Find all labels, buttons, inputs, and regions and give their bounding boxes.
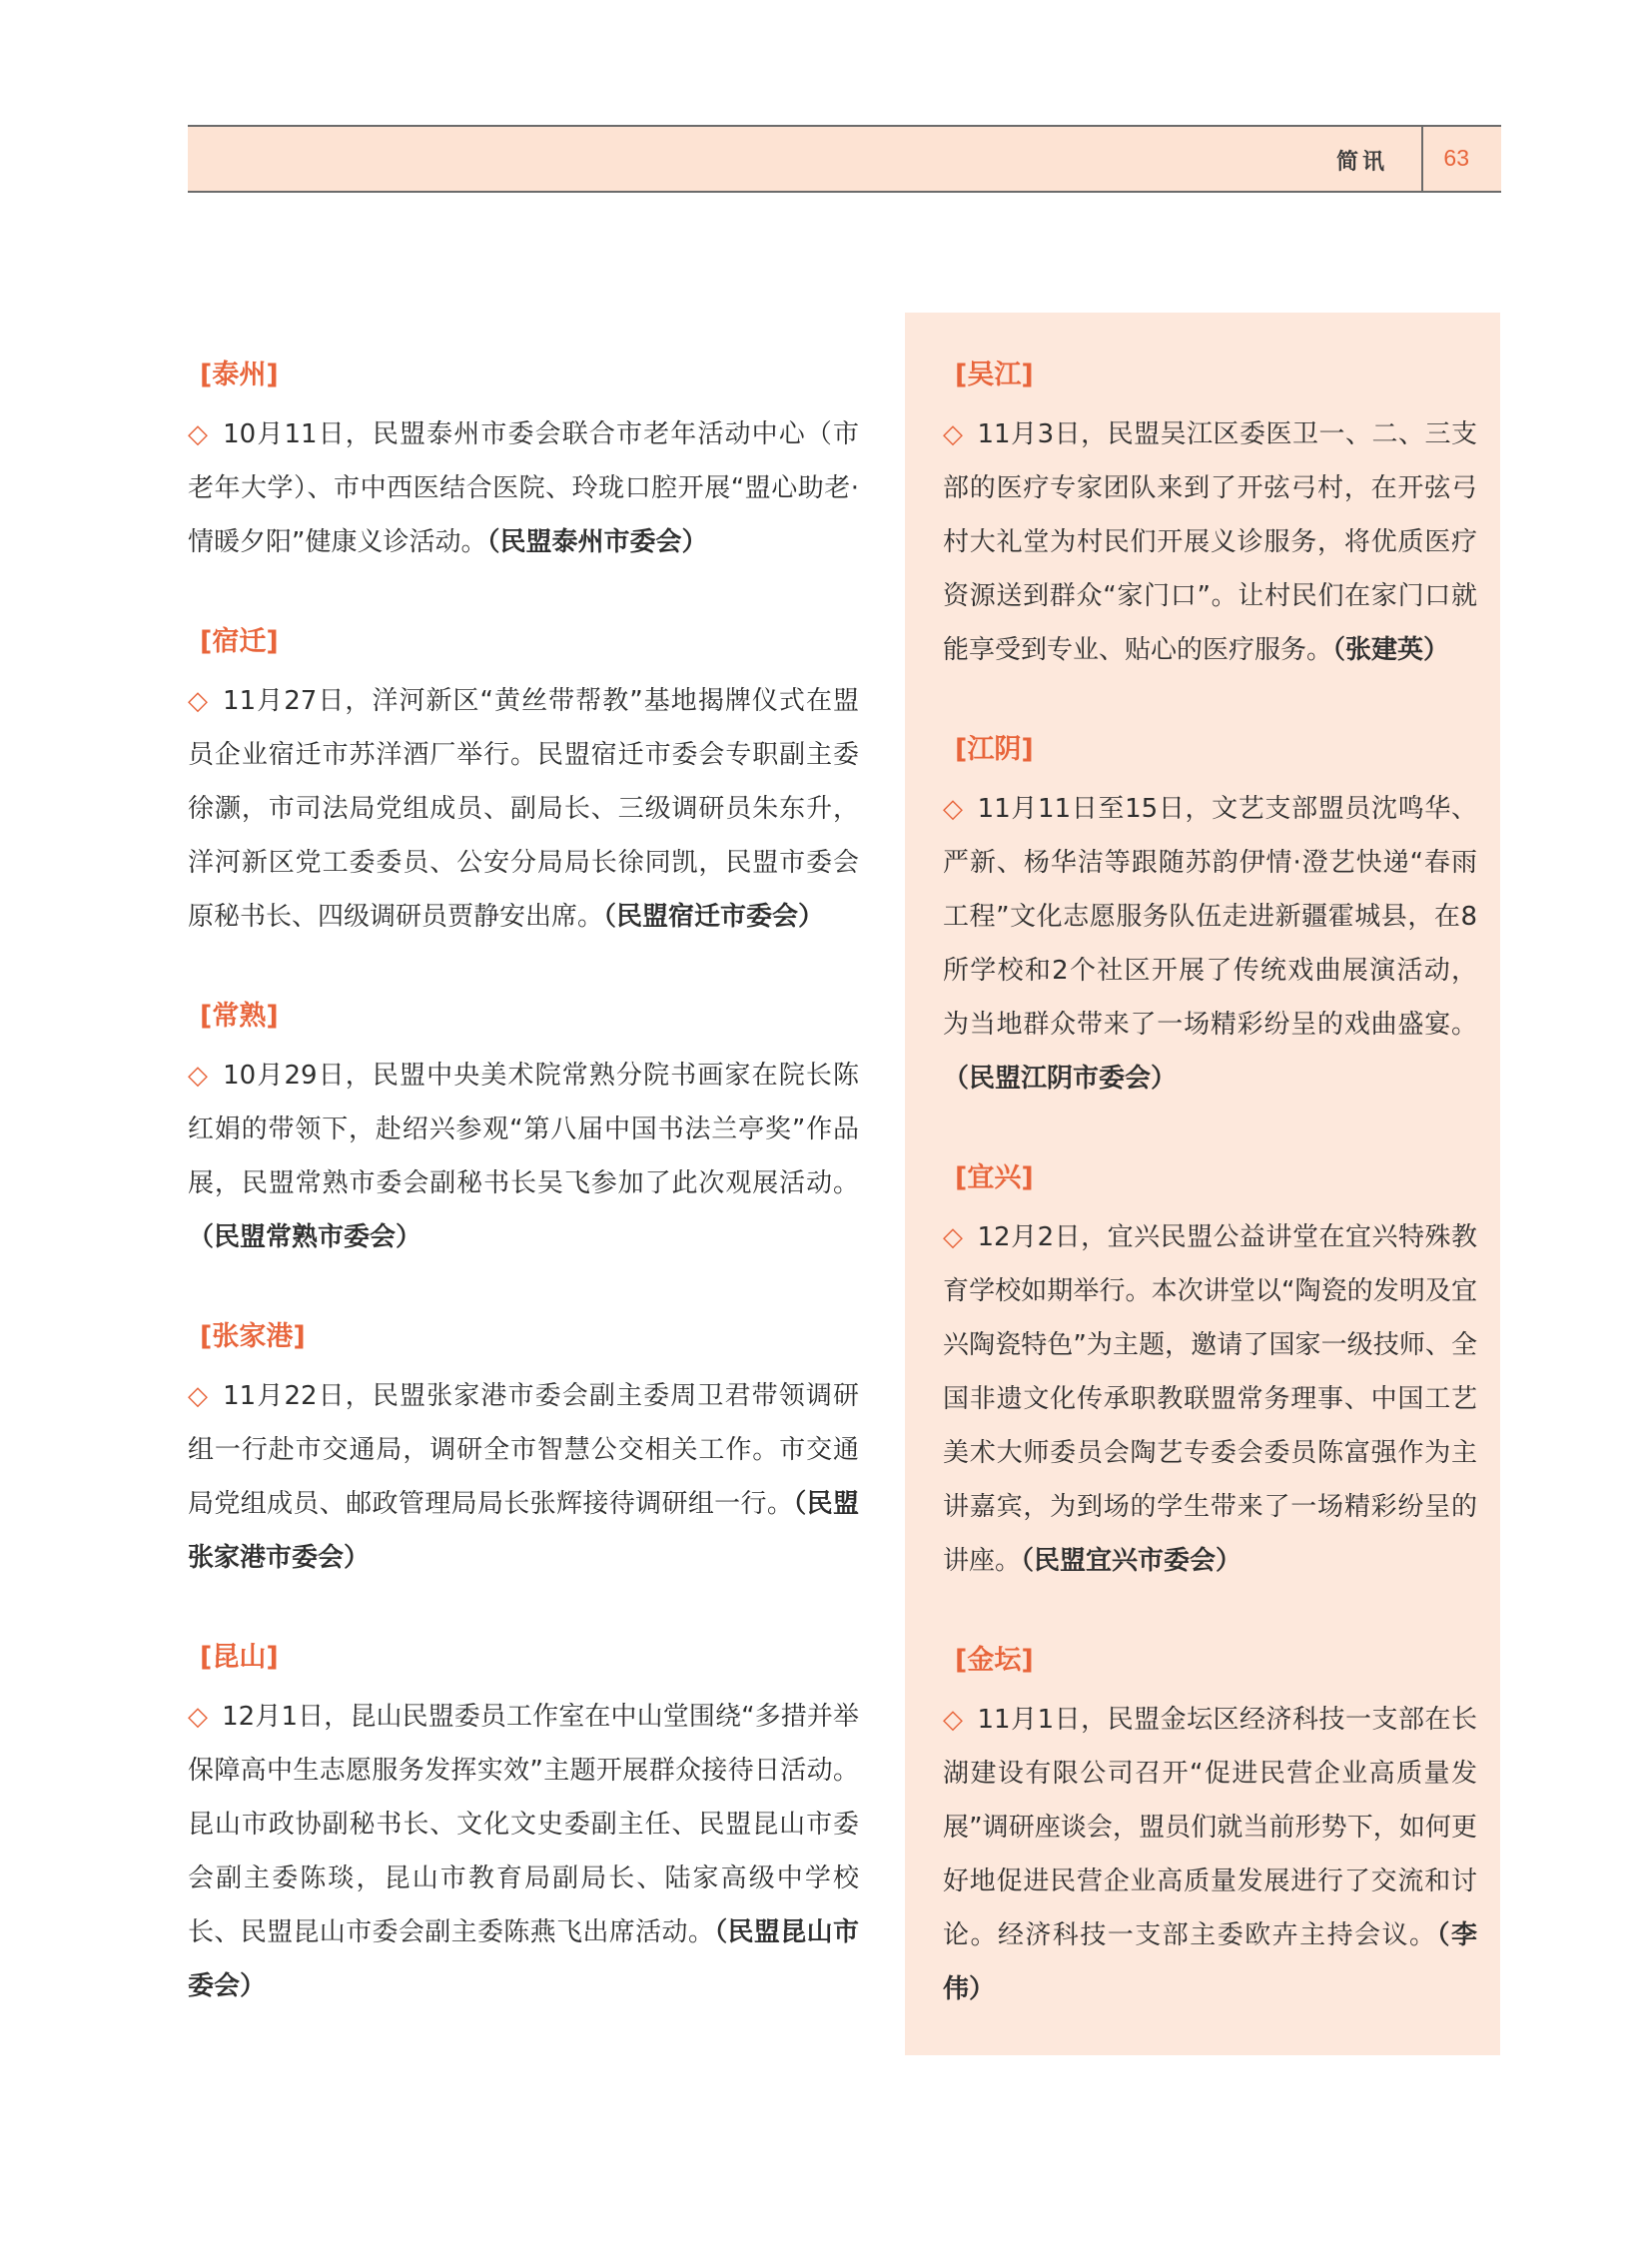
section-title: 简讯 xyxy=(1335,150,1388,175)
news-source: （民盟泰州市委会） xyxy=(486,527,708,557)
news-source: （民盟常熟市委会） xyxy=(188,1222,422,1252)
news-source: （张建英） xyxy=(1332,635,1450,665)
news-item xyxy=(188,997,859,1264)
news-region-title: [昆山] xyxy=(200,1642,279,1673)
news-item xyxy=(188,356,859,569)
news-region-title: [金坛] xyxy=(955,1645,1034,1676)
news-source: （民盟宜兴市委会） xyxy=(1021,1546,1242,1576)
news-body xyxy=(943,407,1477,677)
news-body xyxy=(943,1693,1477,2016)
news-item xyxy=(943,356,1477,677)
news-item xyxy=(943,730,1477,1106)
diamond-bullet-icon: ◇ xyxy=(188,419,210,449)
news-region-title: [宜兴] xyxy=(955,1162,1034,1193)
news-body xyxy=(943,782,1477,1106)
news-source: （民盟江阴市委会） xyxy=(943,1064,1178,1094)
news-region-title: [宿迁] xyxy=(200,626,279,657)
news-text: 12月1日，昆山民盟委员工作室在中山堂围绕“多措并举保障高中生志愿服务发挥实效”主题开展群众接待日活动。昆山市政协副秘书长、文化文史委副主任、民盟昆山市委会副主委陈琰，昆山市教育局副局长、陆家高级中学校长、民盟昆山市委会副主委陈燕飞出席活动。 xyxy=(188,1702,859,1947)
page-header xyxy=(188,125,1501,193)
diamond-bullet-icon: ◇ xyxy=(943,794,964,824)
news-region-title: [张家港] xyxy=(200,1321,306,1352)
news-item xyxy=(188,1638,859,2013)
news-region-title: [江阴] xyxy=(955,734,1034,765)
diamond-bullet-icon: ◇ xyxy=(943,1705,964,1735)
news-text: 11月11日至15日，文艺支部盟员沈鸣华、严新、杨华洁等跟随苏韵伊情·澄艺快递“春雨工程”文化志愿服务队伍走进新疆霍城县，在8所学校和2个社区开展了传统戏曲展演活动，为当地群众带来了一场精彩纷呈的戏曲盛宴。 xyxy=(943,794,1477,1040)
news-text: 10月29日，民盟中央美术院常熟分院书画家在院长陈红娟的带领下，赴绍兴参观“第八届中国书法兰亭奖”作品展，民盟常熟市委会副秘书长吴飞参加了此次观展活动。 xyxy=(188,1061,859,1198)
news-body xyxy=(188,674,859,944)
diamond-bullet-icon: ◇ xyxy=(188,1061,210,1091)
news-item xyxy=(188,1317,859,1585)
news-body xyxy=(188,1690,859,2013)
news-region-title: [常熟] xyxy=(200,1001,279,1032)
news-region-title: [吴江] xyxy=(955,360,1034,390)
news-body xyxy=(188,1369,859,1585)
diamond-bullet-icon: ◇ xyxy=(943,419,964,449)
news-item xyxy=(188,622,859,944)
diamond-bullet-icon: ◇ xyxy=(188,1702,209,1732)
news-text: 11月1日，民盟金坛区经济科技一支部在长湖建设有限公司召开“促进民营企业高质量发展”调研座谈会，盟员们就当前形势下，如何更好地促进民营企业高质量发展进行了交流和讨论。经济科技一支部主委欧卉主持会议。 xyxy=(943,1705,1477,1950)
news-item xyxy=(943,1158,1477,1588)
news-item xyxy=(943,1641,1477,2016)
news-body xyxy=(188,1049,859,1264)
right-column xyxy=(943,356,1477,2069)
news-source: （李伟） xyxy=(943,1920,1477,2004)
page-number: 63 xyxy=(1443,145,1469,171)
diamond-bullet-icon: ◇ xyxy=(188,686,210,716)
news-region-title: [泰州] xyxy=(200,360,279,390)
diamond-bullet-icon: ◇ xyxy=(188,1381,210,1411)
news-text: 12月2日，宜兴民盟公益讲堂在宜兴特殊教育学校如期举行。本次讲堂以“陶瓷的发明及宜兴陶瓷特色”为主题，邀请了国家一级技师、全国非遗文化传承职教联盟常务理事、中国工艺美术大师委员会陶艺专委会委员陈富强作为主讲嘉宾，为到场的学生带来了一场精彩纷呈的讲座。 xyxy=(943,1222,1477,1576)
news-source: （民盟张家港市委会） xyxy=(188,1489,859,1573)
news-body xyxy=(943,1210,1477,1588)
news-source: （民盟昆山市委会） xyxy=(188,1917,859,2001)
news-text: 11月22日，民盟张家港市委会副主委周卫君带领调研组一行赴市交通局，调研全市智慧公交相关工作。市交通局党组成员、邮政管理局局长张辉接待调研组一行。 xyxy=(188,1381,859,1519)
news-text: 11月27日，洋河新区“黄丝带帮教”基地揭牌仪式在盟员企业宿迁市苏洋酒厂举行。民盟宿迁市委会专职副主委徐灏，市司法局党组成员、副局长、三级调研员朱东升，洋河新区党工委委员、公安分局局长徐同凯，民盟市委会原秘书长、四级调研员贾静安出席。 xyxy=(188,686,860,932)
news-text: 11月3日，民盟吴江区委医卫一、二、三支部的医疗专家团队来到了开弦弓村，在开弦弓村大礼堂为村民们开展义诊服务，将优质医疗资源送到群众“家门口”。让村民们在家门口就能享受到专业、贴心的医疗服务。 xyxy=(943,419,1477,665)
news-body xyxy=(188,407,859,569)
news-text: 10月11日，民盟泰州市委会联合市老年活动中心（市老年大学）、市中西医结合医院、玲珑口腔开展“盟心助老·情暖夕阳”健康义诊活动。 xyxy=(188,419,859,557)
left-column xyxy=(188,356,859,2066)
diamond-bullet-icon: ◇ xyxy=(943,1222,964,1252)
header-divider xyxy=(1421,127,1423,191)
news-source: （民盟宿迁市委会） xyxy=(603,902,825,932)
